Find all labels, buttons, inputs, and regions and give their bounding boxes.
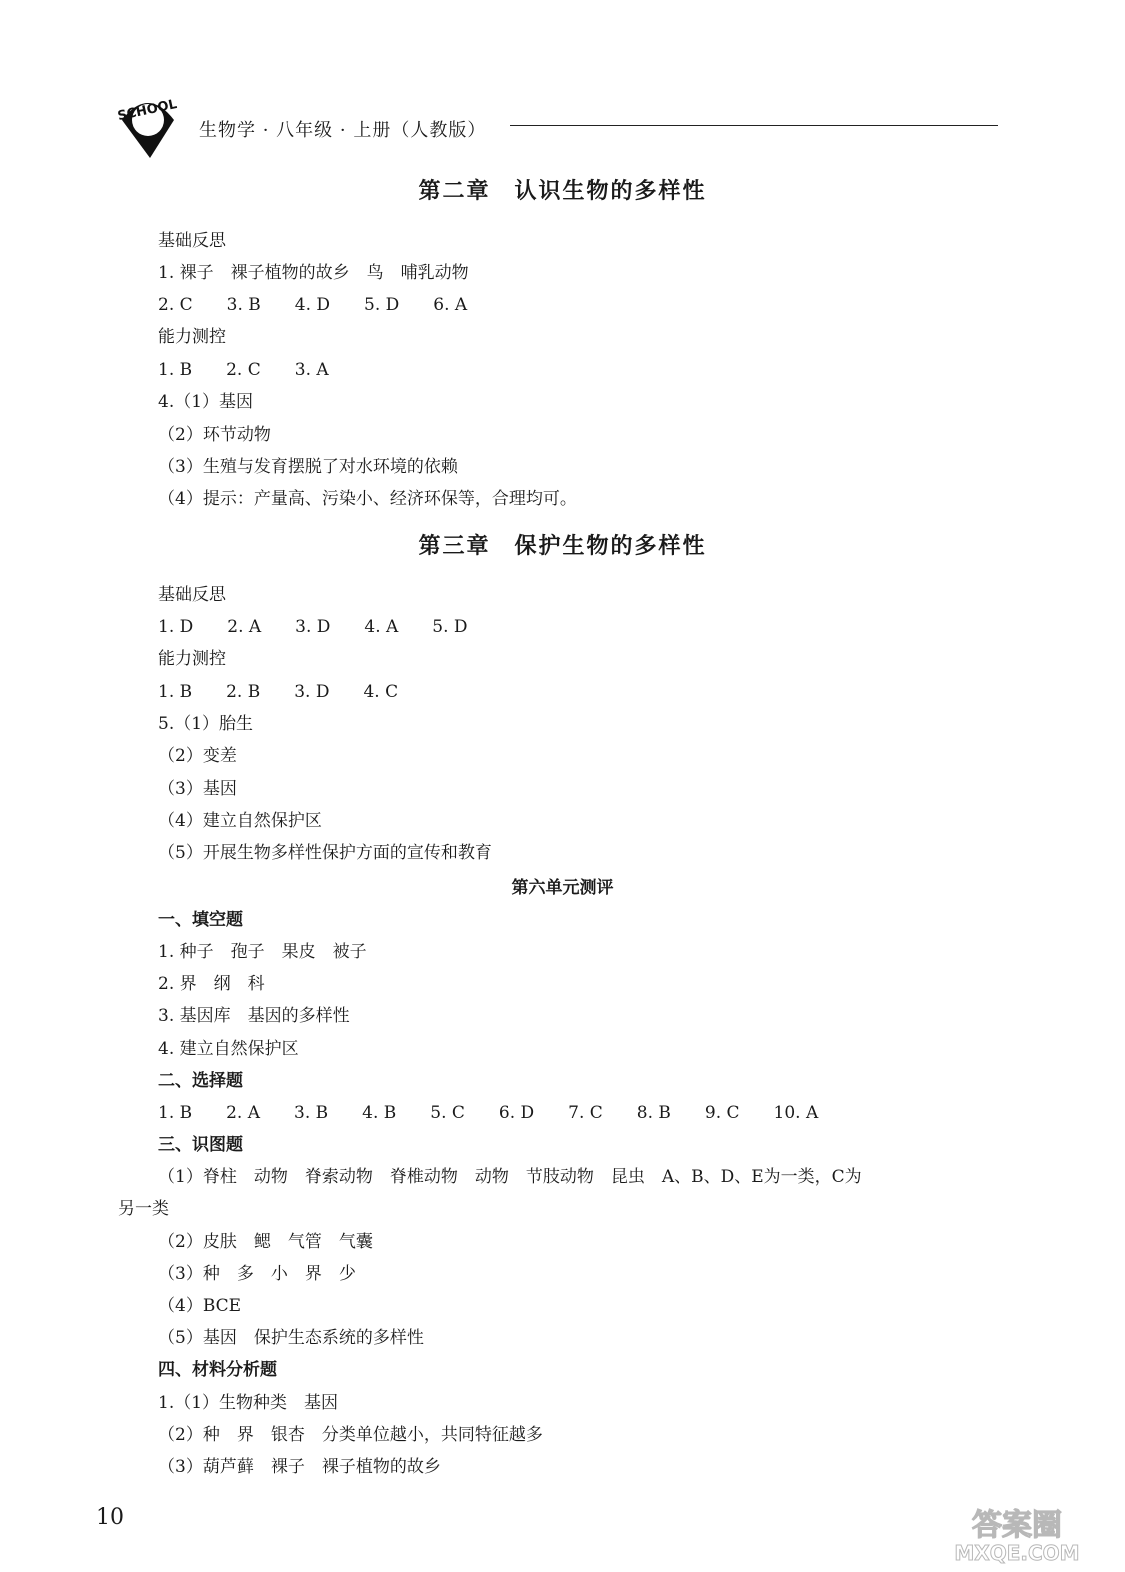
- ch2-ability-line-2: 4.（1）基因: [158, 392, 254, 412]
- choice-section-label: 二、选择题: [158, 1071, 243, 1091]
- figure-line-5: （5）基因 保护生态系统的多样性: [158, 1328, 424, 1348]
- book-title: 生物学 · 八年级 · 上册（人教版）: [199, 120, 487, 141]
- fill-line-1: 1. 种子 孢子 果皮 被子: [158, 942, 367, 962]
- page-number: 10: [96, 1505, 124, 1530]
- ch3-ability-line-6: （5）开展生物多样性保护方面的宣传和教育: [158, 843, 492, 863]
- ch3-basic-line-1: 1. D 2. A 3. D 4. A 5. D: [158, 617, 468, 637]
- ch3-ability-line-4: （3）基因: [158, 779, 237, 799]
- fill-line-2: 2. 界 纲 科: [158, 974, 265, 994]
- ch3-ability-line-5: （4）建立自然保护区: [158, 811, 322, 831]
- watermark-line-2: MXQE.COM: [954, 1541, 1080, 1565]
- figure-line-1: （1）脊柱 动物 脊索动物 脊椎动物 动物 节肢动物 昆虫 A、B、D、E为一类，C为: [158, 1167, 862, 1187]
- ch3-basic-label: 基础反思: [158, 585, 226, 605]
- fill-section-label: 一、填空题: [158, 910, 243, 930]
- header-rule: [510, 125, 998, 126]
- fill-line-3: 3. 基因库 基因的多样性: [158, 1006, 350, 1026]
- ch3-ability-line-1: 1. B 2. B 3. D 4. C: [158, 682, 399, 702]
- watermark-line-1: 答案圈: [972, 1508, 1062, 1543]
- school-logo: [112, 92, 184, 162]
- material-line-3: （3）葫芦藓 裸子 裸子植物的故乡: [158, 1457, 441, 1477]
- chapter3-title: 第三章 保护生物的多样性: [418, 533, 707, 559]
- ch3-ability-label: 能力测控: [158, 649, 226, 669]
- fill-line-4: 4. 建立自然保护区: [158, 1039, 299, 1059]
- material-line-1: 1.（1）生物种类 基因: [158, 1393, 339, 1413]
- ch2-basic-label: 基础反思: [158, 231, 226, 251]
- material-section-label: 四、材料分析题: [158, 1360, 277, 1380]
- ch2-basic-line-1: 1. 裸子 裸子植物的故乡 鸟 哺乳动物: [158, 263, 469, 283]
- unit6-title: 第六单元测评: [511, 878, 614, 898]
- ch2-ability-line-3: （2）环节动物: [158, 425, 271, 445]
- ch2-ability-line-4: （3）生殖与发育摆脱了对水环境的依赖: [158, 457, 458, 477]
- running-header: [112, 92, 1002, 162]
- choice-answers: 1. B 2. A 3. B 4. B 5. C 6. D 7. C 8. B 9. C 10. A: [158, 1103, 819, 1123]
- logo-text: SCHOOL: [116, 96, 179, 125]
- ch3-ability-line-3: （2）变差: [158, 746, 237, 766]
- figure-line-4: （4）BCE: [158, 1296, 242, 1316]
- figure-line-1-cont: 另一类: [118, 1199, 169, 1219]
- figure-section-label: 三、识图题: [158, 1135, 243, 1155]
- ch3-ability-line-2: 5.（1）胎生: [158, 714, 254, 734]
- ch2-ability-label: 能力测控: [158, 327, 226, 347]
- ch2-basic-line-2: 2. C 3. B 4. D 5. D 6. A: [158, 295, 468, 315]
- chapter2-title: 第二章 认识生物的多样性: [418, 178, 707, 204]
- ch2-ability-line-5: （4）提示：产量高、污染小、经济环保等，合理均可。: [158, 489, 577, 509]
- figure-line-2: （2）皮肤 鳃 气管 气囊: [158, 1232, 373, 1252]
- material-line-2: （2）种 界 银杏 分类单位越小，共同特征越多: [158, 1425, 543, 1445]
- ch2-ability-line-1: 1. B 2. C 3. A: [158, 360, 329, 380]
- figure-line-3: （3）种 多 小 界 少: [158, 1264, 356, 1284]
- watermark-logo: [925, 1505, 1110, 1565]
